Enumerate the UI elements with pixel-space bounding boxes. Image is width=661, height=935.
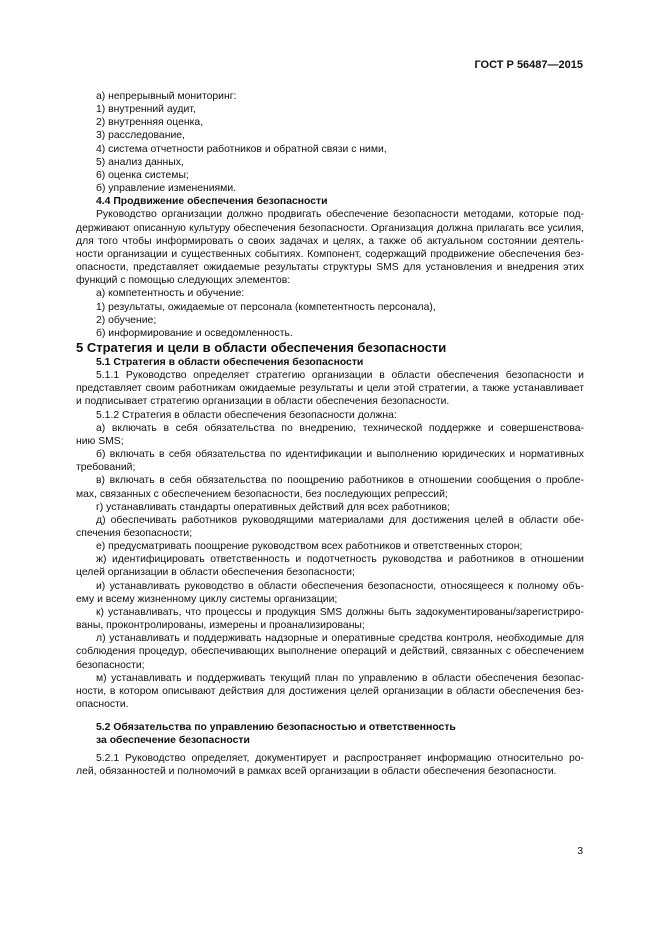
- list-item: [76, 580, 584, 606]
- list-item: 1) внутренний аудит,: [96, 104, 196, 116]
- text-line: а) включать в себя обязательства по внедрению, технической поддержке и совершенствова-: [96, 422, 584, 434]
- text-line: лей, обязанностей и полномочий в рамках всей организации в области обеспечения безопасности.: [76, 765, 557, 777]
- text-line: ности организации и существенных событиях. Компонент, содержащий продвижение обеспечения без-: [76, 248, 584, 260]
- list-item: [76, 514, 584, 540]
- text-line: к) устанавливать, что процессы и продукция SMS должны быть задокументированы/зарегистриро-: [96, 606, 584, 618]
- standard-designation: ГОСТ Р 56487—2015: [474, 59, 583, 71]
- list-item: [76, 501, 584, 514]
- list-item: [76, 606, 584, 632]
- text-line: л) устанавливать и поддерживать надзорные и оперативные средства контроля, необходимые для: [96, 633, 584, 645]
- text-line: д) обеспечивать работников руководящими материалами для достижения целей в области обе-: [96, 514, 584, 526]
- list-item: б) информирование и осведомленность.: [96, 327, 293, 339]
- section-4-4-list: [76, 287, 584, 340]
- list-item: а) непрерывный мониторинг:: [96, 91, 237, 102]
- clause-5-1-1: [76, 369, 584, 408]
- clause-5-1-2: 5.1.2 Стратегия в области обеспечения безопасности должна:: [96, 409, 397, 421]
- text-line: е) предусматривать поощрение руководством всех работников и ответственных сторон;: [96, 541, 523, 553]
- text-line: ваны, проконтролированы, измерены и проанализированы;: [76, 620, 365, 632]
- list-item: 2) обучение;: [96, 314, 157, 326]
- text-line: 5.2.1 Руководство определяет, документирует и распространяет информацию относительно ро-: [96, 752, 584, 764]
- text-line: спечения безопасности;: [76, 528, 193, 539]
- text-line: м) устанавливать и поддерживать текущий план по управлению в области обеспечения безопас-: [96, 672, 584, 684]
- text-line: представляет своим работникам ожидаемые результаты и цели этой стратегии, а также устанавливает: [76, 383, 584, 395]
- section-5-heading: 5 Стратегия и цели в области обеспечения безопасности: [76, 339, 447, 355]
- text-line: и) устанавливать руководство в области обеспечения безопасности, относящееся к полному объ-: [96, 580, 584, 592]
- list-item: [76, 540, 584, 553]
- section-5-1-heading: 5.1 Стратегия в области обеспечения безопасности: [96, 356, 364, 368]
- list-item: [76, 448, 584, 474]
- page-content: [76, 90, 584, 778]
- text-line: для того чтобы информировать о своих задачах и целях, а также об актуальном состоянии деятель-: [76, 235, 584, 247]
- page-number: 3: [577, 846, 583, 857]
- text-line: Руководство организации должно продвигать обеспечение безопасности методами, которые под-: [96, 209, 584, 221]
- clause-5-2-1: [76, 752, 584, 778]
- strategy-requirements-list: [76, 422, 584, 711]
- list-item: 4) система отчетности работников и обратной связи с ними,: [96, 143, 387, 155]
- text-line: ности, в котором описывают действия для достижения целей организации в области обеспечения без-: [76, 685, 584, 697]
- text-line: г) устанавливать стандарты оперативных действий для всех работников;: [96, 501, 450, 513]
- list-item: [76, 553, 584, 579]
- text-line: нию SMS;: [76, 435, 124, 447]
- monitoring-list: [76, 90, 584, 195]
- section-5-2-heading: [76, 721, 584, 747]
- text-line: функций с помощью следующих элементов:: [76, 275, 291, 287]
- text-line: в) включать в себя обязательства по поощрению работников в отношении сообщения о пробле-: [96, 475, 584, 487]
- section-4-4-paragraph: [76, 208, 584, 287]
- list-item: [76, 422, 584, 448]
- list-item: 3) расследование,: [96, 130, 185, 142]
- text-line: и подписывает стратегию организации в области обеспечения безопасности.: [76, 396, 450, 408]
- text-line: целей организации в области обеспечения безопасности;: [76, 567, 355, 579]
- heading-line: за обеспечение безопасности: [96, 735, 250, 747]
- text-line: ж) идентифицировать ответственность и подотчетность руководства и работников в отношении: [96, 554, 584, 566]
- list-item: [76, 672, 584, 711]
- list-item: б) управление изменениями.: [96, 183, 237, 195]
- text-line: требований;: [76, 462, 136, 474]
- list-item: 5) анализ данных,: [96, 156, 184, 168]
- section-4-4-heading: 4.4 Продвижение обеспечения безопасности: [96, 196, 328, 208]
- text-line: опасности, представляет ожидаемые результаты структуры SMS для установления и внедрения этих: [76, 262, 584, 274]
- text-line: б) включать в себя обязательства по идентификации и выполнению юридических и нормативных: [96, 449, 584, 461]
- list-item: 6) оценка системы;: [96, 169, 189, 181]
- list-item: [76, 474, 584, 500]
- text-line: безопасности;: [76, 659, 145, 671]
- text-line: держивают описанную культуру обеспечения безопасности. Организация должна прилагать все усилия,: [76, 222, 584, 234]
- text-line: опасности.: [76, 699, 129, 711]
- list-item: [76, 632, 584, 671]
- list-item: 2) внутренняя оценка,: [96, 117, 204, 129]
- text-line: 5.1.1 Руководство определяет стратегию организации в области обеспечения безопасности и: [96, 370, 584, 382]
- heading-line: 5.2 Обязательства по управлению безопасностью и ответственность: [96, 722, 456, 734]
- list-item: а) компетентность и обучение:: [96, 288, 245, 300]
- list-item: 1) результаты, ожидаемые от персонала (компетентность персонала),: [96, 301, 436, 313]
- text-line: соблюдения процедур, обеспечивающих выполнение операций и действий, связанных с обеспечением: [76, 646, 584, 658]
- text-line: ему и всему жизненному циклу системы организации;: [76, 593, 338, 605]
- text-line: мах, связанных с обеспечением безопасности, без последующих репрессий;: [76, 488, 448, 500]
